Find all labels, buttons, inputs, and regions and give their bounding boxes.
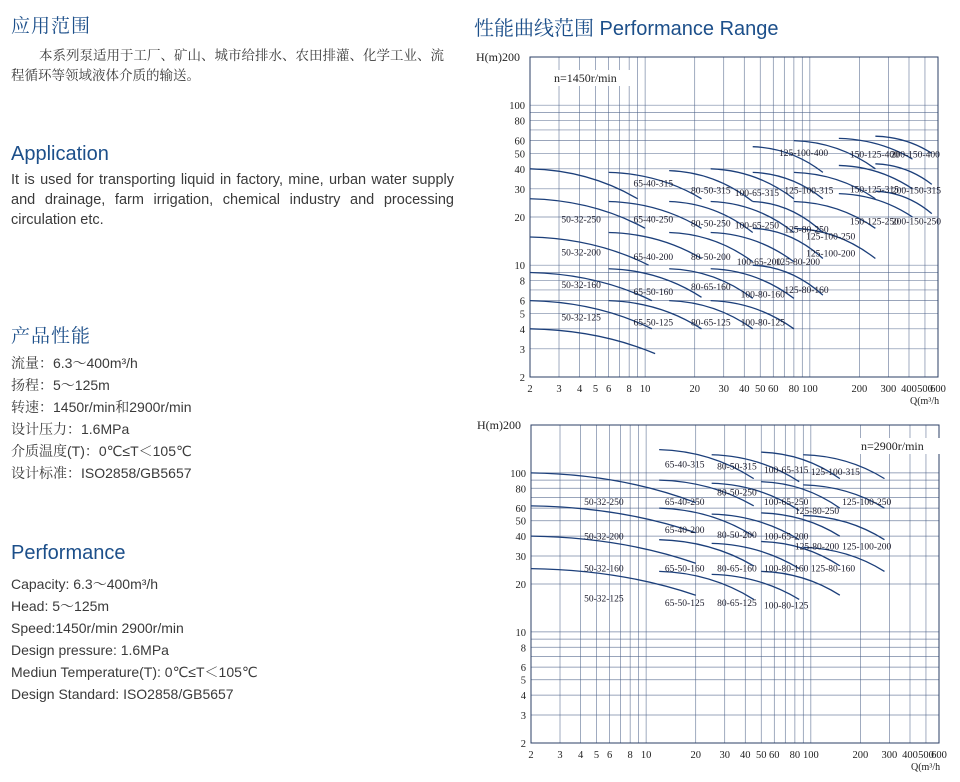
y-tick-label: 60 <box>514 136 525 148</box>
x-tick-label: 30 <box>718 384 729 395</box>
y-tick-label: 30 <box>514 184 525 196</box>
application-cn-heading: 应用范围 <box>11 15 92 37</box>
x-axis-label: Q(m³/h <box>911 762 941 773</box>
y-tick-label: 10 <box>515 627 526 639</box>
x-tick-label: 2 <box>527 384 533 395</box>
curve-label: 100-65-315 <box>764 465 809 476</box>
curve-label: 80-65-125 <box>717 599 757 610</box>
spec-line: Capacity: 6.3～400m³/h <box>11 576 159 592</box>
x-tick-label: 5 <box>592 384 599 395</box>
curve-label: 125-100-200 <box>806 249 856 260</box>
x-tick-label: 20 <box>689 384 700 395</box>
x-tick-label: 400 <box>901 384 917 395</box>
curve-label: 80-65-160 <box>717 564 757 575</box>
y-tick-label: 40 <box>515 532 526 544</box>
y-tick-label: 20 <box>514 213 525 224</box>
spec-line: 转速：1450r/min和2900r/min <box>11 399 192 415</box>
x-tick-label: 600 <box>930 384 946 395</box>
performance-curve <box>659 571 754 599</box>
curve-label: 125-80-250 <box>794 507 840 518</box>
curve-label: 100-80-160 <box>740 290 785 301</box>
y-tick-label: 8 <box>520 643 526 655</box>
curve-label: 125-100-200 <box>842 542 892 553</box>
y-tick-label: 30 <box>515 552 526 564</box>
curve-label: 65-40-200 <box>664 525 705 536</box>
curve-label: 50-32-200 <box>584 532 624 543</box>
performance-en-heading: Performance <box>11 542 126 564</box>
curve-label: 65-40-250 <box>633 215 674 226</box>
x-tick-label: 60 <box>769 750 780 761</box>
spec-line: 设计压力：1.6MPa <box>11 421 130 437</box>
x-tick-label: 8 <box>626 384 632 395</box>
curve-label: 150-125-315 <box>849 185 899 196</box>
speed-label: n=1450r/min <box>554 71 617 85</box>
y-tick-label: 100 <box>509 101 525 113</box>
x-tick-label: 10 <box>639 384 651 395</box>
x-tick-label: 500 <box>918 750 934 761</box>
x-tick-label: 300 <box>880 384 897 395</box>
grid <box>531 425 939 743</box>
curve-label: 125-100-400 <box>779 149 829 160</box>
curve-label: 100-65-250 <box>764 497 809 508</box>
curve-label: 80-65-160 <box>691 282 731 293</box>
curve-label: 50-32-125 <box>584 594 624 605</box>
curve-label: 200-150-315 <box>891 186 941 197</box>
curve-label: 125-100-250 <box>842 497 892 508</box>
curve-label: 65-40-315 <box>633 179 674 190</box>
y-tick-label: 100 <box>510 468 526 480</box>
spec-line: Mediun Temperature(T): 0℃≤T＜105℃ <box>11 664 258 680</box>
curve-label: 150-125-400 <box>849 150 899 161</box>
x-tick-label: 10 <box>640 750 652 761</box>
x-tick-label: 30 <box>719 750 730 761</box>
curve-label: 50-32-250 <box>584 497 624 508</box>
curve-label: 125-80-200 <box>794 542 840 553</box>
x-tick-label: 2 <box>528 750 534 761</box>
spec-line: Design pressure: 1.6MPa <box>11 642 169 658</box>
curve-label: 125-80-160 <box>784 285 829 296</box>
curve-label: 65-50-160 <box>664 564 705 575</box>
curve-label: 100-65-200 <box>764 532 809 543</box>
y-tick-label: 2 <box>519 373 525 384</box>
x-tick-label: 400 <box>902 750 918 761</box>
curve-label: 65-40-250 <box>664 497 705 508</box>
performance-curve <box>659 540 754 566</box>
x-axis-label: Q(m³/h <box>910 396 940 407</box>
spec-line: Design Standard: ISO2858/GB5657 <box>11 686 234 702</box>
curve-label: 100-80-160 <box>764 564 809 575</box>
curve-label: 80-50-200 <box>717 530 757 541</box>
y-tick-label: 5 <box>519 309 525 321</box>
x-tick-label: 300 <box>881 750 898 761</box>
y-tick-label: 5 <box>520 675 526 687</box>
y-tick-label: 6 <box>520 663 526 675</box>
x-tick-label: 6 <box>605 384 612 395</box>
performance-en-list <box>11 573 258 705</box>
y-tick-label: 80 <box>514 116 525 128</box>
curve-label: 100-65-200 <box>736 258 782 269</box>
y-tick-label: 80 <box>515 484 526 496</box>
x-tick-label: 200 <box>851 384 868 395</box>
x-tick-label: 3 <box>556 384 562 395</box>
y-tick-label: 40 <box>514 164 525 176</box>
y-tick-label: 8 <box>519 276 525 288</box>
y-axis-label: H(m)200 <box>476 50 520 64</box>
curve-label: 100-65-250 <box>734 221 780 232</box>
y-tick-label: 4 <box>520 691 526 703</box>
performance-curve <box>761 571 840 595</box>
curve-label: 65-40-200 <box>633 252 674 263</box>
curve-label: 65-40-315 <box>664 460 705 471</box>
curve-label: 65-50-160 <box>633 288 674 299</box>
speed-label: n=2900r/min <box>861 439 924 453</box>
curve-label: 125-100-250 <box>806 232 856 243</box>
x-tick-label: 20 <box>690 750 701 761</box>
performance-cn-heading: 产品性能 <box>11 325 92 347</box>
curve-label: 200-150-400 <box>890 150 940 161</box>
curve-label: 150-125-250 <box>849 217 899 228</box>
y-tick-label: 3 <box>519 344 525 356</box>
spec-line: 介质温度(T)：0℃≤T＜105℃ <box>11 443 192 459</box>
x-tick-label: 3 <box>557 750 563 761</box>
x-tick-label: 50 <box>756 750 767 761</box>
x-tick-label: 60 <box>768 384 779 395</box>
curve-label: 80-50-250 <box>691 219 731 230</box>
curve-label: 125-100-315 <box>784 186 834 197</box>
spec-line: 设计标准：ISO2858/GB5657 <box>11 465 192 481</box>
curve-label: 65-50-125 <box>633 318 674 329</box>
curve-label: 80-50-315 <box>691 186 731 197</box>
x-tick-label: 100 <box>802 750 819 761</box>
spec-line: Head: 5～125m <box>11 598 110 614</box>
x-tick-label: 40 <box>739 384 750 395</box>
performance-chart-1450 <box>468 44 960 414</box>
curve-label: 80-50-250 <box>717 488 757 499</box>
curve-label: 65-50-125 <box>664 599 705 610</box>
x-tick-label: 600 <box>931 750 947 761</box>
y-tick-label: 4 <box>519 324 525 336</box>
application-cn-text: 本系列泵适用于工厂、矿山、城市给排水、农田排灌、化学工业、流程循环等领域液体介质的输送。 <box>11 48 444 84</box>
performance-range-title: 性能曲线范围 Performance Range <box>474 18 779 40</box>
x-tick-label: 6 <box>606 750 613 761</box>
curve-label: 80-50-315 <box>717 462 757 473</box>
x-tick-label: 80 <box>788 384 800 395</box>
x-tick-label: 100 <box>801 384 818 395</box>
application-en-text: It is used for transporting liquid in factory, mine, urban water supply and drainage, farm irrigation, chemical industry and processing circulation etc. <box>11 172 454 228</box>
x-tick-label: 8 <box>627 750 633 761</box>
performance-cn-list <box>11 352 192 484</box>
performance-chart-2900 <box>468 414 960 782</box>
curve-label: 125-100-315 <box>810 467 860 478</box>
x-tick-label: 4 <box>576 384 583 395</box>
curve-label: 80-50-200 <box>691 252 731 263</box>
x-tick-label: 40 <box>740 750 751 761</box>
x-tick-label: 4 <box>577 750 584 761</box>
y-tick-label: 50 <box>514 149 525 161</box>
performance-curve <box>530 329 655 354</box>
y-tick-label: 6 <box>519 296 525 308</box>
curve-label: 50-32-200 <box>561 248 601 259</box>
curve-label: 50-32-160 <box>584 564 624 575</box>
curve-label: 50-32-160 <box>561 280 601 291</box>
x-tick-label: 50 <box>755 384 766 395</box>
spec-line: 扬程：5～125m <box>11 377 110 393</box>
curve-label: 50-32-250 <box>561 215 601 226</box>
curve-label: 100-80-125 <box>740 318 785 329</box>
y-axis-label: H(m)200 <box>477 418 521 432</box>
curve-label: 200-150-250 <box>891 217 941 228</box>
y-tick-label: 60 <box>515 504 526 516</box>
y-tick-label: 50 <box>515 516 526 528</box>
x-tick-label: 80 <box>789 750 801 761</box>
curve-label: 100-80-125 <box>764 601 809 612</box>
x-tick-label: 5 <box>593 750 600 761</box>
y-tick-label: 20 <box>515 580 526 591</box>
y-tick-label: 2 <box>520 739 526 750</box>
spec-line: 流量：6.3～400m³/h <box>11 355 138 371</box>
spec-line: Speed:1450r/min 2900r/min <box>11 620 184 636</box>
application-en-heading: Application <box>11 143 109 165</box>
curve-label: 125-80-200 <box>775 258 820 269</box>
curve-label: 125-80-250 <box>784 225 829 236</box>
x-tick-label: 500 <box>917 384 933 395</box>
y-tick-label: 3 <box>520 711 526 723</box>
curve-label: 125-80-160 <box>810 564 856 575</box>
curve-label: 100-65-315 <box>734 189 780 200</box>
curve-label: 50-32-125 <box>561 313 601 324</box>
x-tick-label: 200 <box>852 750 869 761</box>
y-tick-label: 10 <box>514 261 525 273</box>
curve-label: 80-65-125 <box>691 318 731 329</box>
